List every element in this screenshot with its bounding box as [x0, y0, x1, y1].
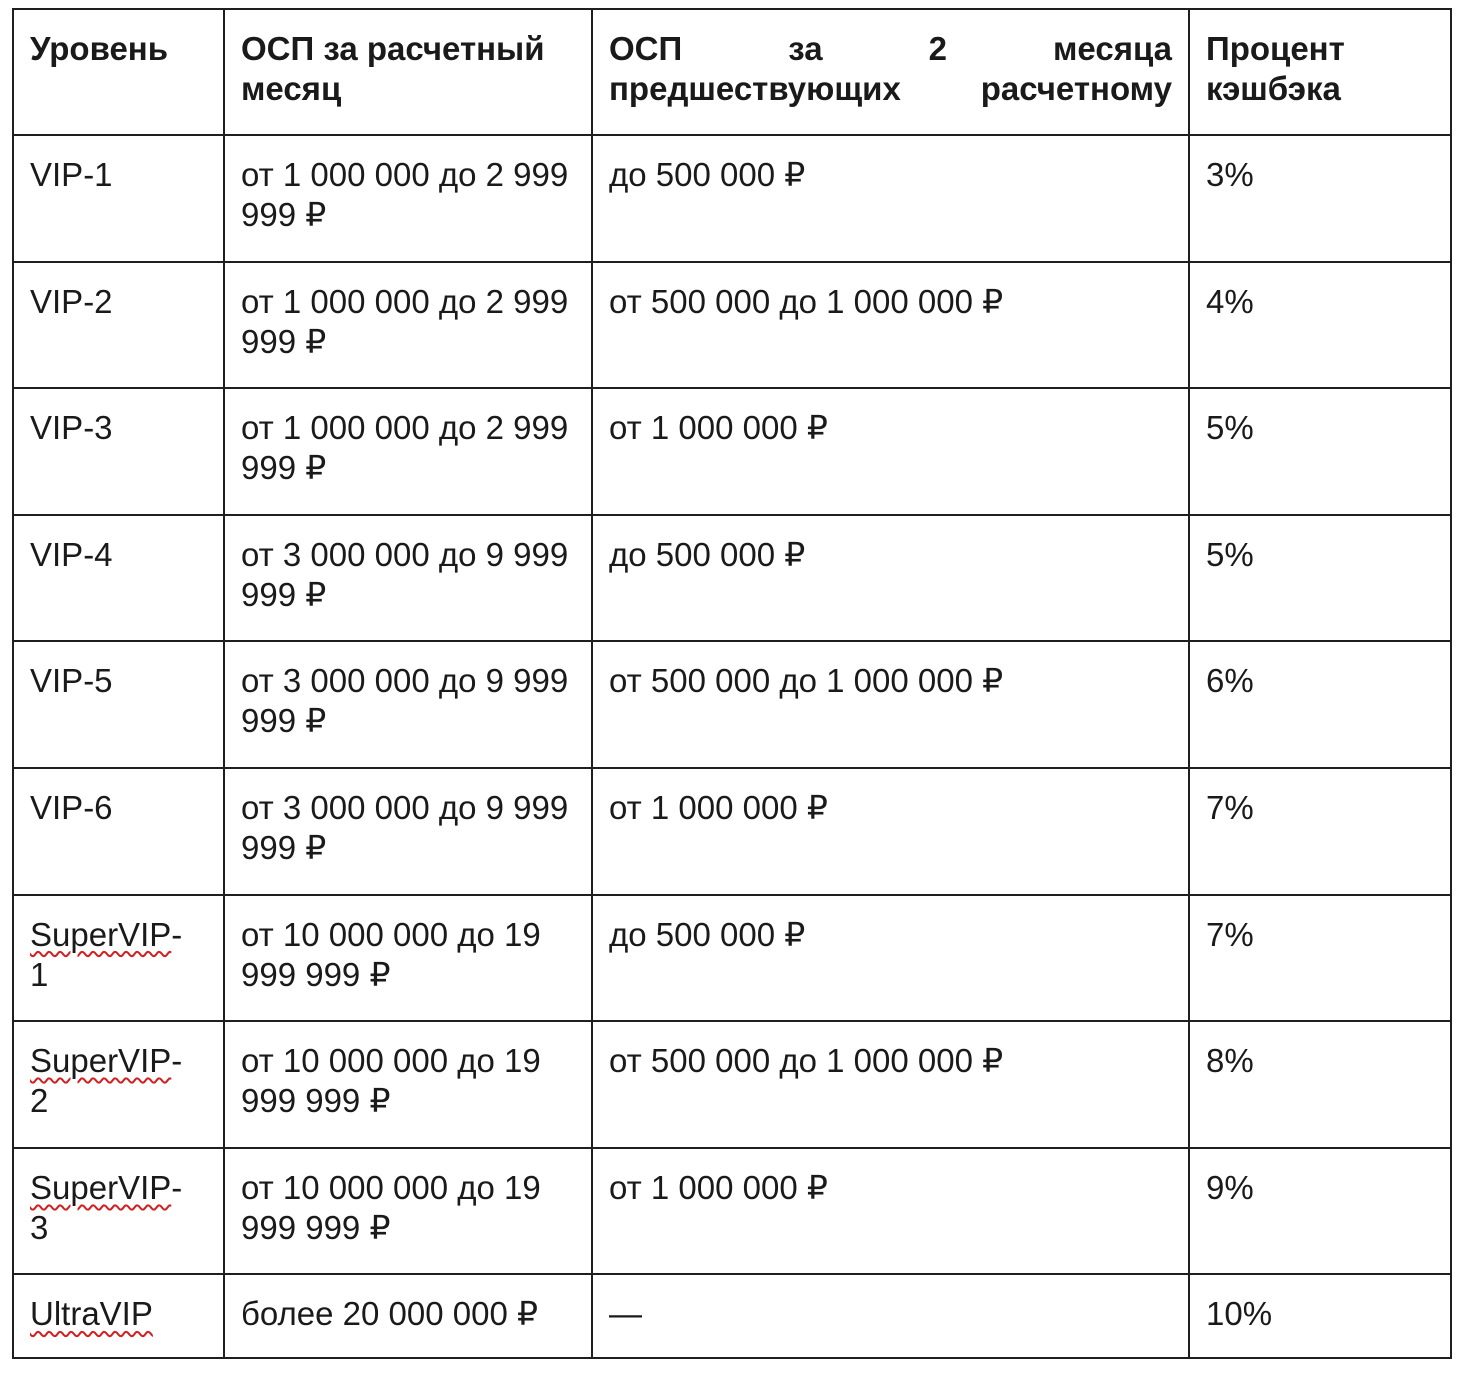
cell-prior-turnover: до 500 000 ₽ [592, 895, 1189, 1022]
cell-monthly-turnover: от 1 000 000 до 2 999 999 ₽ [224, 388, 592, 515]
cell-level [13, 1148, 224, 1275]
cell-cashback-percent: 7% [1189, 768, 1451, 895]
cell-monthly-turnover: от 3 000 000 до 9 999 999 ₽ [224, 515, 592, 642]
cell-prior-turnover: от 1 000 000 ₽ [592, 388, 1189, 515]
cell-level: VIP-6 [13, 768, 224, 895]
cell-cashback-percent: 4% [1189, 262, 1451, 389]
level-name-misspelled: SuperVIP [30, 915, 172, 953]
table-row [13, 388, 1451, 515]
cell-cashback-percent: 9% [1189, 1148, 1451, 1275]
level-number: 2 [30, 1082, 49, 1120]
cell-monthly-turnover: от 10 000 000 до 19 999 999 ₽ [224, 1021, 592, 1148]
cell-level [13, 1021, 224, 1148]
cell-cashback-percent: 6% [1189, 641, 1451, 768]
cell-cashback-percent: 5% [1189, 515, 1451, 642]
cell-monthly-turnover: от 3 000 000 до 9 999 999 ₽ [224, 768, 592, 895]
header-monthly-turnover: ОСП за расчетный месяц [224, 9, 592, 135]
header-level: Уровень [13, 9, 224, 135]
level-name-misspelled: SuperVIP [30, 1042, 172, 1080]
table-row [13, 768, 1451, 895]
table-row [13, 262, 1451, 389]
cell-level: VIP-2 [13, 262, 224, 389]
level-name-misspelled: UltraVIP [30, 1295, 153, 1333]
level-hyphen: - [171, 915, 183, 953]
table-row [13, 895, 1451, 1022]
cell-monthly-turnover: от 10 000 000 до 19 999 999 ₽ [224, 1148, 592, 1275]
cell-prior-turnover: от 1 000 000 ₽ [592, 768, 1189, 895]
cell-prior-turnover: — [592, 1274, 1189, 1358]
table-row [13, 1021, 1451, 1148]
cell-level: VIP-4 [13, 515, 224, 642]
cashback-levels-table [12, 8, 1452, 1359]
cell-prior-turnover: до 500 000 ₽ [592, 515, 1189, 642]
table-row [13, 135, 1451, 262]
level-name-misspelled: SuperVIP [30, 1168, 172, 1206]
cell-level [13, 895, 224, 1022]
level-number: 3 [30, 1208, 49, 1246]
table-row [13, 515, 1451, 642]
table-header-row [13, 9, 1451, 135]
cell-monthly-turnover: более 20 000 000 ₽ [224, 1274, 592, 1358]
cell-prior-turnover: от 500 000 до 1 000 000 ₽ [592, 641, 1189, 768]
header-prior-turnover-text: ОСП за 2 месяца предшествующих расчетному [609, 30, 1172, 107]
cell-prior-turnover: от 500 000 до 1 000 000 ₽ [592, 262, 1189, 389]
cell-monthly-turnover: от 10 000 000 до 19 999 999 ₽ [224, 895, 592, 1022]
cell-level [13, 1274, 224, 1358]
cell-level: VIP-3 [13, 388, 224, 515]
cell-monthly-turnover: от 1 000 000 до 2 999 999 ₽ [224, 262, 592, 389]
header-cashback-percent: Процент кэшбэка [1189, 9, 1451, 135]
cell-prior-turnover: от 1 000 000 ₽ [592, 1148, 1189, 1275]
level-hyphen: - [171, 1042, 183, 1080]
cell-cashback-percent: 5% [1189, 388, 1451, 515]
level-hyphen: - [171, 1168, 183, 1206]
cell-prior-turnover: до 500 000 ₽ [592, 135, 1189, 262]
cell-monthly-turnover: от 3 000 000 до 9 999 999 ₽ [224, 641, 592, 768]
cell-prior-turnover: от 500 000 до 1 000 000 ₽ [592, 1021, 1189, 1148]
table-row [13, 641, 1451, 768]
cell-monthly-turnover: от 1 000 000 до 2 999 999 ₽ [224, 135, 592, 262]
table-row [13, 1274, 1451, 1358]
cell-cashback-percent: 7% [1189, 895, 1451, 1022]
cell-level: VIP-1 [13, 135, 224, 262]
table-row [13, 1148, 1451, 1275]
cell-cashback-percent: 8% [1189, 1021, 1451, 1148]
cell-cashback-percent: 10% [1189, 1274, 1451, 1358]
level-number: 1 [30, 955, 49, 993]
cell-cashback-percent: 3% [1189, 135, 1451, 262]
header-prior-turnover [592, 9, 1189, 135]
cell-level: VIP-5 [13, 641, 224, 768]
